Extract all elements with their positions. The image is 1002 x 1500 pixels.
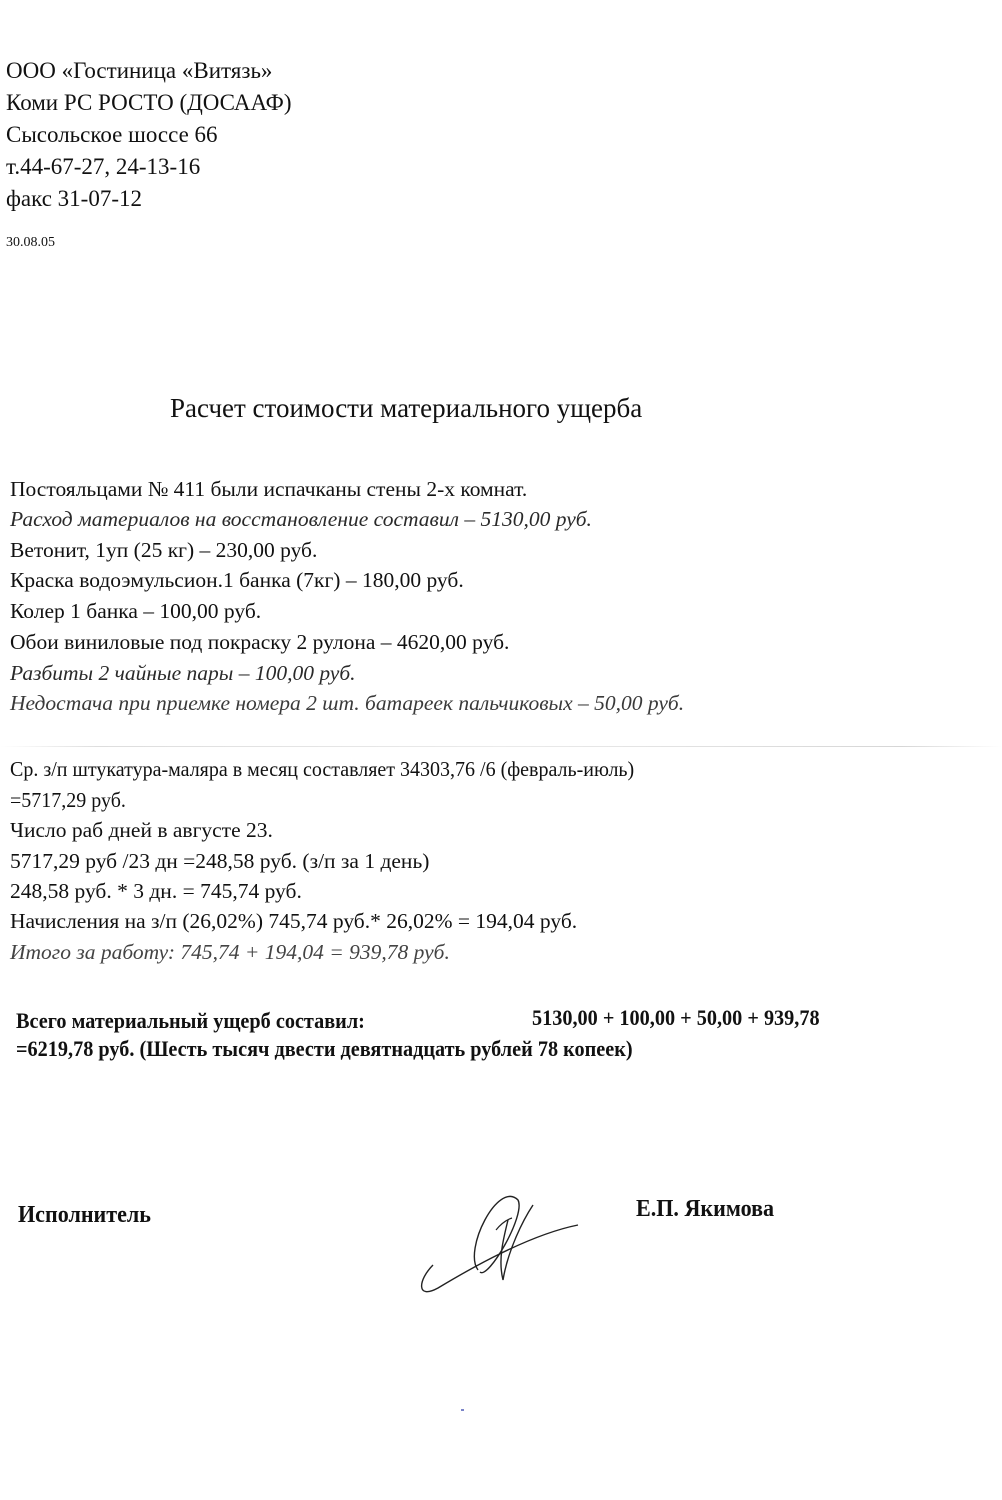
summary-label: Всего материальный ущерб составил: <box>16 1008 365 1033</box>
material-item: Ветонит, 1уп (25 кг) – 230,00 руб. <box>10 538 318 562</box>
scan-speck <box>461 1409 464 1411</box>
material-item: Обои виниловые под покраску 2 рулона – 4620,00 руб. <box>10 630 510 654</box>
org-address: Сысольское шоссе 66 <box>6 122 218 147</box>
org-fax: факс 31-07-12 <box>6 186 142 211</box>
damage-intro: Постояльцами № 411 были испачканы стены 2-х комнат. <box>10 477 528 501</box>
page-fold-line <box>0 746 1002 747</box>
document-date: 30.08.05 <box>6 235 55 250</box>
labor-line: Начисления на з/п (26,02%) 745,74 руб.* 26,02% = 194,04 руб. <box>10 909 578 933</box>
materials-total: Расход материалов на восстановление составил – 5130,00 руб. <box>10 507 592 531</box>
labor-line: 248,58 руб. * 3 дн. = 745,74 руб. <box>10 879 302 903</box>
broken-items: Разбиты 2 чайные пары – 100,00 руб. <box>10 661 356 685</box>
org-parent: Коми РС РОСТО (ДОСААФ) <box>6 90 292 115</box>
signer-role: Исполнитель <box>18 1202 151 1228</box>
labor-line: Ср. з/п штукатура-маляра в месяц составляет 34303,76 /6 (февраль-июль) <box>10 757 635 781</box>
handwritten-signature-icon <box>408 1180 588 1300</box>
material-item: Колер 1 банка – 100,00 руб. <box>10 599 262 623</box>
summary-result: =6219,78 руб. (Шесть тысяч двести девятнадцать рублей 78 копеек) <box>16 1036 633 1061</box>
summary-formula: 5130,00 + 100,00 + 50,00 + 939,78 <box>532 1005 820 1030</box>
labor-line: =5717,29 руб. <box>10 788 126 812</box>
material-item: Краска водоэмульсион.1 банка (7кг) – 180,00 руб. <box>10 568 464 592</box>
document-title: Расчет стоимости материального ущерба <box>170 393 643 423</box>
shortage-items: Недостача при приемке номера 2 шт. батареек пальчиковых – 50,00 руб. <box>10 691 685 715</box>
labor-total: Итого за работу: 745,74 + 194,04 = 939,78 руб. <box>10 940 450 964</box>
labor-line: Число раб дней в августе 23. <box>10 818 273 842</box>
org-phone: т.44-67-27, 24-13-16 <box>6 154 201 179</box>
org-name: ООО «Гостиница «Витязь» <box>6 58 273 83</box>
signer-name: Е.П. Якимова <box>636 1196 775 1222</box>
labor-line: 5717,29 руб /23 дн =248,58 руб. (з/п за 1 день) <box>10 849 430 873</box>
